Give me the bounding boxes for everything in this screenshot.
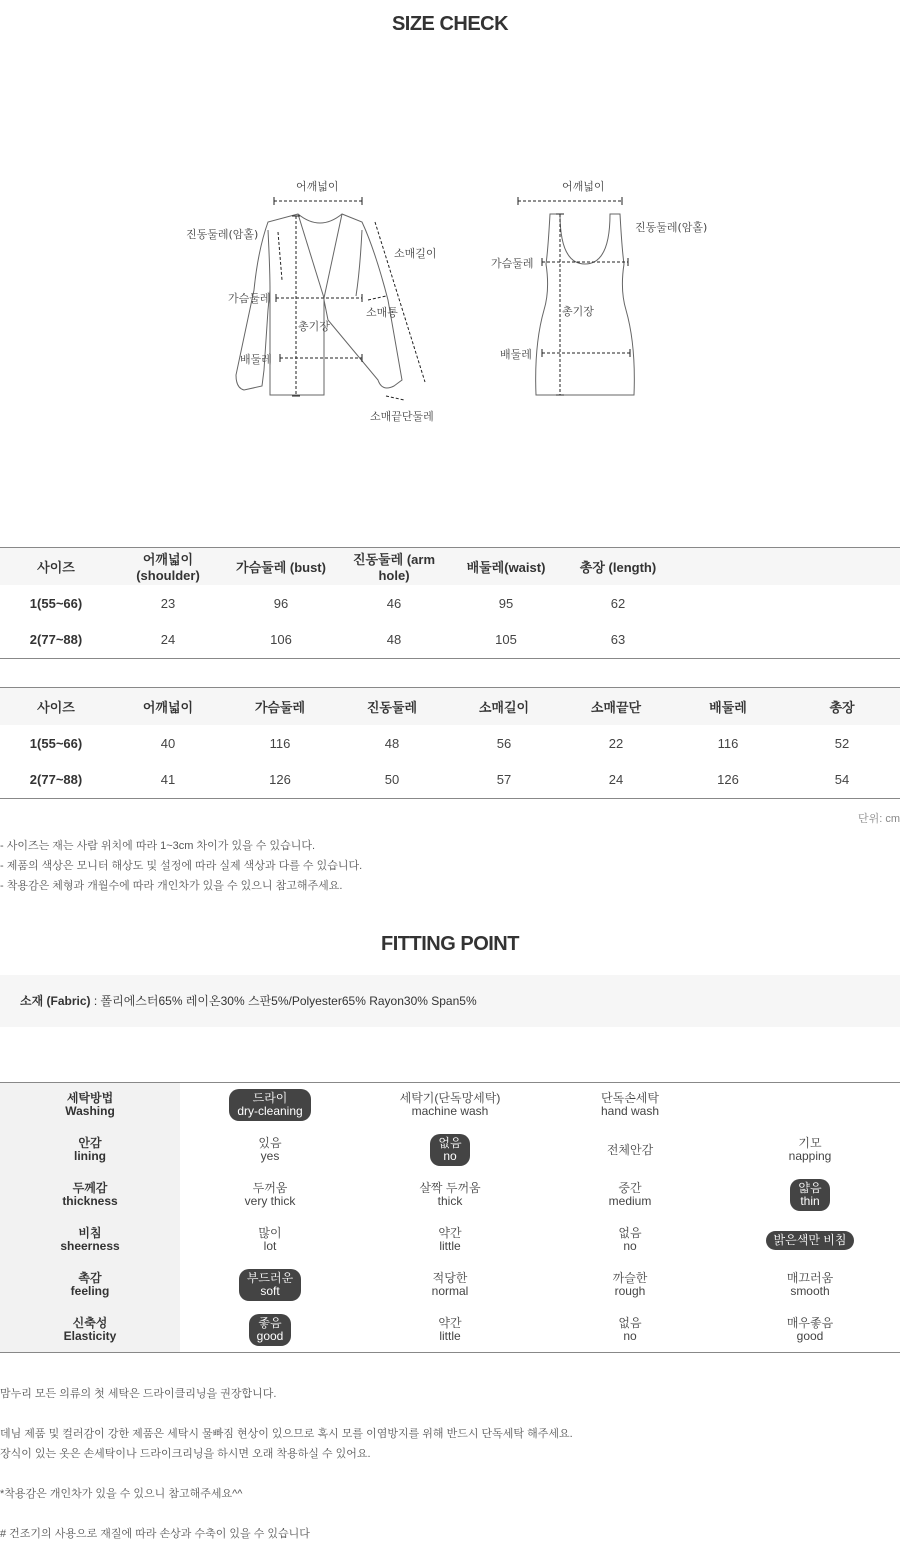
table-cell: 23 (160, 595, 176, 611)
fit-option-ko: 세탁기(단독망세탁) (399, 1091, 501, 1106)
fit-row-label-ko: 세탁방법 (66, 1091, 114, 1106)
table-header-cell: 배둘레 (672, 688, 784, 725)
table-cell (674, 585, 787, 622)
table-header-cell: 총장 (784, 688, 900, 725)
fit-option-ko: 얇음 (798, 1181, 822, 1195)
note-item: - 착용감은 체형과 개월수에 따라 개인차가 있을 수 있으니 참고해주세요. (0, 880, 343, 892)
table-header-cell (674, 548, 787, 585)
table-header-cell: 진동둘레 (336, 688, 448, 725)
fit-option (360, 1317, 540, 1343)
fit-option (720, 1317, 900, 1343)
fit-row-label-en: thickness (62, 1194, 118, 1208)
fit-option-ko: 기모 (798, 1136, 822, 1150)
note-item: - 사이즈는 재는 사람 위치에 따라 1~3cm 차이가 있을 수 있습니다. (0, 840, 315, 852)
table-header-cell: 소매길이 (448, 688, 560, 725)
fit-option-ko: 좋음 (258, 1315, 282, 1330)
table-cell: 106 (270, 632, 292, 648)
size-table-1 (0, 547, 900, 659)
fit-option-ko: 전체안감 (606, 1142, 654, 1157)
size-table-2 (0, 687, 900, 799)
fit-option (720, 1272, 900, 1298)
fit-row-header (0, 1308, 180, 1353)
fit-option (540, 1227, 720, 1253)
table-header-cell: 가슴둘레 (224, 688, 336, 725)
table-cell: 22 (608, 735, 624, 751)
fit-option (720, 1137, 900, 1163)
fit-option-selected (229, 1089, 310, 1121)
fit-option-ko: 매우좋음 (786, 1315, 834, 1330)
fit-option (360, 1092, 540, 1118)
table-cell (674, 622, 787, 659)
fit-row (0, 1083, 900, 1128)
fit-option-cell (180, 1083, 360, 1128)
fit-option (360, 1272, 540, 1298)
fit-option-selected (239, 1269, 301, 1301)
fit-option-en: yes (260, 1149, 280, 1163)
tank-armhole-label: 진동둘레(암홀) (635, 221, 708, 234)
table-cell: 96 (273, 595, 289, 611)
size-check-title: SIZE CHECK (391, 13, 509, 35)
fit-option-en: good (256, 1328, 284, 1343)
fit-option (360, 1182, 540, 1208)
fit-option-cell (540, 1173, 720, 1218)
tank-bust-label: 가슴둘레 (491, 257, 534, 270)
fit-option-ko: 드라이 (252, 1091, 288, 1106)
table-cell: 63 (610, 632, 626, 648)
care-instructions (0, 1384, 573, 1544)
fit-row-header (0, 1173, 180, 1218)
care-item: 맘누리 모든 의류의 첫 세탁은 드라이클리닝을 권장합니다. (0, 1388, 277, 1400)
fit-option-en: rough (614, 1284, 646, 1298)
fit-row-label-ko: 신축성 (72, 1315, 108, 1330)
table-cell: 48 (386, 632, 402, 648)
fit-row-label-ko: 두께감 (72, 1181, 108, 1195)
fit-option-cell (720, 1218, 900, 1263)
fitting-table (0, 1082, 900, 1353)
care-item: 장식이 있는 옷은 손세탁이나 드라이크리닝을 하시면 오래 착용하실 수 있어요. (0, 1448, 371, 1460)
table-cell: 46 (386, 595, 402, 611)
fit-option-ko: 중간 (618, 1181, 642, 1195)
fit-option-ko: 많이 (258, 1226, 282, 1240)
fabric-value: : 폴리에스터65% 레이온30% 스판5%/Polyester65% Rayon30% Span5% (90, 994, 477, 1008)
fit-row-label-ko: 안감 (78, 1136, 102, 1150)
fit-option-en: hand wash (600, 1104, 660, 1119)
care-item: 데님 제품 및 컬러감이 강한 제품은 세탁시 물빠짐 현상이 있으므로 혹시 모를 이염방지를 위해 반드시 단독세탁 해주세요. (0, 1428, 573, 1440)
fit-option-en: dry-cleaning (237, 1104, 303, 1119)
fit-option-en: medium (608, 1194, 652, 1208)
fit-option-cell (360, 1128, 540, 1173)
fit-row-label-en: feeling (70, 1284, 110, 1298)
table-cell: 126 (717, 772, 739, 788)
fit-option-selected (766, 1231, 855, 1250)
measurement-diagram (170, 170, 730, 430)
table-header-cell (787, 548, 900, 585)
fit-option-en: thin (800, 1194, 820, 1208)
table-cell: 116 (269, 735, 291, 751)
table-cell (787, 622, 900, 659)
cardigan-sleeve-length-label: 소매길이 (394, 247, 437, 260)
table-row (0, 585, 900, 622)
fit-option (360, 1227, 540, 1253)
fit-option-cell (180, 1173, 360, 1218)
care-item: *착용감은 개인차가 있을 수 있으니 참고해주세요^^ (0, 1488, 243, 1500)
table-row (0, 622, 900, 659)
table-cell: 41 (160, 772, 176, 788)
table-cell: 105 (495, 632, 517, 648)
fit-option-selected (790, 1179, 829, 1211)
tank-length-label: 총기장 (562, 305, 594, 318)
fit-option-en: no (623, 1328, 637, 1343)
fit-option (540, 1272, 720, 1298)
fit-row-header (0, 1218, 180, 1263)
table-row (0, 762, 900, 799)
table-cell: 57 (496, 772, 512, 788)
fit-option-cell (720, 1083, 900, 1128)
table-cell: 2(77~88) (29, 632, 83, 648)
fit-option-en: machine wash (411, 1104, 489, 1119)
fit-option-cell (540, 1083, 720, 1128)
fit-option-ko: 살짝 두꺼움 (419, 1181, 481, 1195)
table-header-cell: 사이즈 (0, 548, 112, 585)
fit-option-ko: 매끄러움 (786, 1271, 834, 1285)
fit-option (180, 1182, 360, 1208)
table-header-cell: 사이즈 (0, 688, 112, 725)
fit-row (0, 1128, 900, 1173)
fit-row-header (0, 1263, 180, 1308)
tank-shoulder-label: 어깨넓이 (562, 180, 605, 193)
fit-option-en: little (439, 1328, 461, 1343)
fit-option-selected (249, 1314, 292, 1346)
fit-option-en: good (796, 1328, 824, 1343)
fit-option-en: thick (437, 1194, 463, 1208)
note-item: - 제품의 색상은 모니터 해상도 및 설정에 따라 실제 색상과 다를 수 있습니다. (0, 860, 363, 872)
table-cell: 50 (384, 772, 400, 788)
fabric-label: 소재 (Fabric) (20, 994, 91, 1008)
cardigan-cuff-label: 소매끝단둘레 (370, 410, 434, 423)
tank-waist-label: 배둘레 (500, 348, 532, 361)
table-cell: 1(55~66) (29, 595, 83, 611)
table-header-cell: 소매끝단 (560, 688, 672, 725)
fit-option-ko: 밝은색만 비침 (773, 1232, 847, 1247)
table-cell: 1(55~66) (29, 735, 83, 751)
fit-option-cell (540, 1263, 720, 1308)
fit-option-cell (720, 1263, 900, 1308)
fit-option-cell (180, 1263, 360, 1308)
table-header-row (0, 688, 900, 725)
fit-option-ko: 부드러운 (246, 1271, 294, 1285)
fit-option-cell (360, 1263, 540, 1308)
fit-option-cell (720, 1173, 900, 1218)
fit-option (180, 1227, 360, 1253)
fit-option-ko: 까슬한 (612, 1271, 648, 1285)
fit-option (540, 1182, 720, 1208)
fit-row-label-ko: 비침 (78, 1226, 102, 1240)
table-header-cell: 어깨넓이 (shoulder) (112, 548, 224, 585)
fit-option-cell (360, 1218, 540, 1263)
fit-row-label-en: sheerness (60, 1239, 120, 1253)
cardigan-sleeve-width-label: 소매통 (366, 306, 398, 319)
fit-option-ko: 없음 (618, 1315, 642, 1330)
fit-option-cell (540, 1218, 720, 1263)
cardigan-armhole-label: 진동둘레(암홀) (186, 228, 259, 241)
fit-row-header (0, 1128, 180, 1173)
fit-option-ko: 단독손세탁 (601, 1091, 659, 1106)
fit-option-cell (540, 1128, 720, 1173)
fit-option-ko: 없음 (438, 1136, 462, 1150)
table-cell: 62 (610, 595, 626, 611)
fit-option-en: normal (431, 1284, 469, 1298)
fit-option-ko: 약간 (438, 1315, 462, 1330)
fit-option-cell (180, 1128, 360, 1173)
fit-row-label-en: lining (74, 1149, 106, 1163)
fit-option-cell (180, 1308, 360, 1353)
table-header-cell: 가슴둘레 (bust) (224, 548, 338, 585)
table-header-cell: 어깨넓이 (112, 688, 224, 725)
fit-option-en: no (623, 1239, 637, 1253)
fit-option-en: no (443, 1149, 457, 1163)
fit-option-cell (360, 1083, 540, 1128)
table-cell: 2(77~88) (29, 772, 83, 788)
fit-row (0, 1263, 900, 1308)
fit-option-ko: 약간 (438, 1226, 462, 1240)
table-header-cell: 총장 (length) (562, 548, 674, 585)
table-cell: 116 (717, 735, 739, 751)
fit-option-en: very thick (244, 1194, 296, 1208)
cardigan-waist-label: 배둘레 (240, 353, 272, 366)
table-header-cell: 진동둘레 (arm hole) (338, 548, 450, 585)
table-cell: 95 (498, 595, 514, 611)
fit-option-cell (360, 1308, 540, 1353)
fitting-point-title: FITTING POINT (381, 933, 519, 955)
table-cell: 48 (384, 735, 400, 751)
table-cell: 56 (496, 735, 512, 751)
fit-option (540, 1144, 720, 1157)
table-cell: 24 (160, 632, 176, 648)
table-cell: 24 (608, 772, 624, 788)
fit-option-cell (720, 1128, 900, 1173)
table-cell: 126 (269, 772, 291, 788)
care-item: # 건조기의 사용으로 재질에 따라 손상과 수축이 있을 수 있습니다 (0, 1528, 310, 1540)
fit-row-label-ko: 촉감 (78, 1271, 102, 1285)
table-cell (787, 585, 900, 622)
fit-option-en: smooth (790, 1284, 830, 1298)
cardigan-shoulder-label: 어깨넓이 (296, 180, 339, 193)
fit-option-en: napping (788, 1149, 832, 1163)
fabric-info (0, 975, 900, 1027)
fit-option-en: little (439, 1239, 461, 1253)
size-notes (0, 836, 362, 896)
cardigan-bust-label: 가슴둘레 (228, 292, 271, 305)
fit-option-cell (360, 1173, 540, 1218)
fit-row (0, 1173, 900, 1218)
fit-row-label-en: Elasticity (63, 1328, 117, 1343)
fit-row-label-en: Washing (65, 1104, 115, 1119)
fit-row (0, 1218, 900, 1263)
fit-option-cell (720, 1308, 900, 1353)
fit-option-selected (430, 1134, 469, 1166)
fit-option-en: lot (263, 1239, 277, 1253)
fit-option (180, 1137, 360, 1163)
fit-option (540, 1092, 720, 1118)
table-header-cell: 배둘레(waist) (450, 548, 562, 585)
fit-row-header (0, 1083, 180, 1128)
fit-option-ko: 두꺼움 (252, 1181, 288, 1195)
table-header-row (0, 548, 900, 585)
table-cell: 40 (160, 735, 176, 751)
table-row (0, 725, 900, 762)
fit-option-cell (180, 1218, 360, 1263)
fit-option-en: soft (260, 1284, 280, 1298)
cardigan-length-label: 총기장 (298, 320, 330, 333)
fit-option-ko: 있음 (258, 1136, 282, 1150)
fit-option-ko: 적당한 (432, 1271, 468, 1285)
table-cell: 54 (834, 772, 850, 788)
fit-option-cell (540, 1308, 720, 1353)
fit-option-ko: 없음 (618, 1226, 642, 1240)
fit-option (540, 1317, 720, 1343)
fit-row (0, 1308, 900, 1353)
unit-label: 단위: cm (857, 813, 900, 825)
table-cell: 52 (834, 735, 850, 751)
